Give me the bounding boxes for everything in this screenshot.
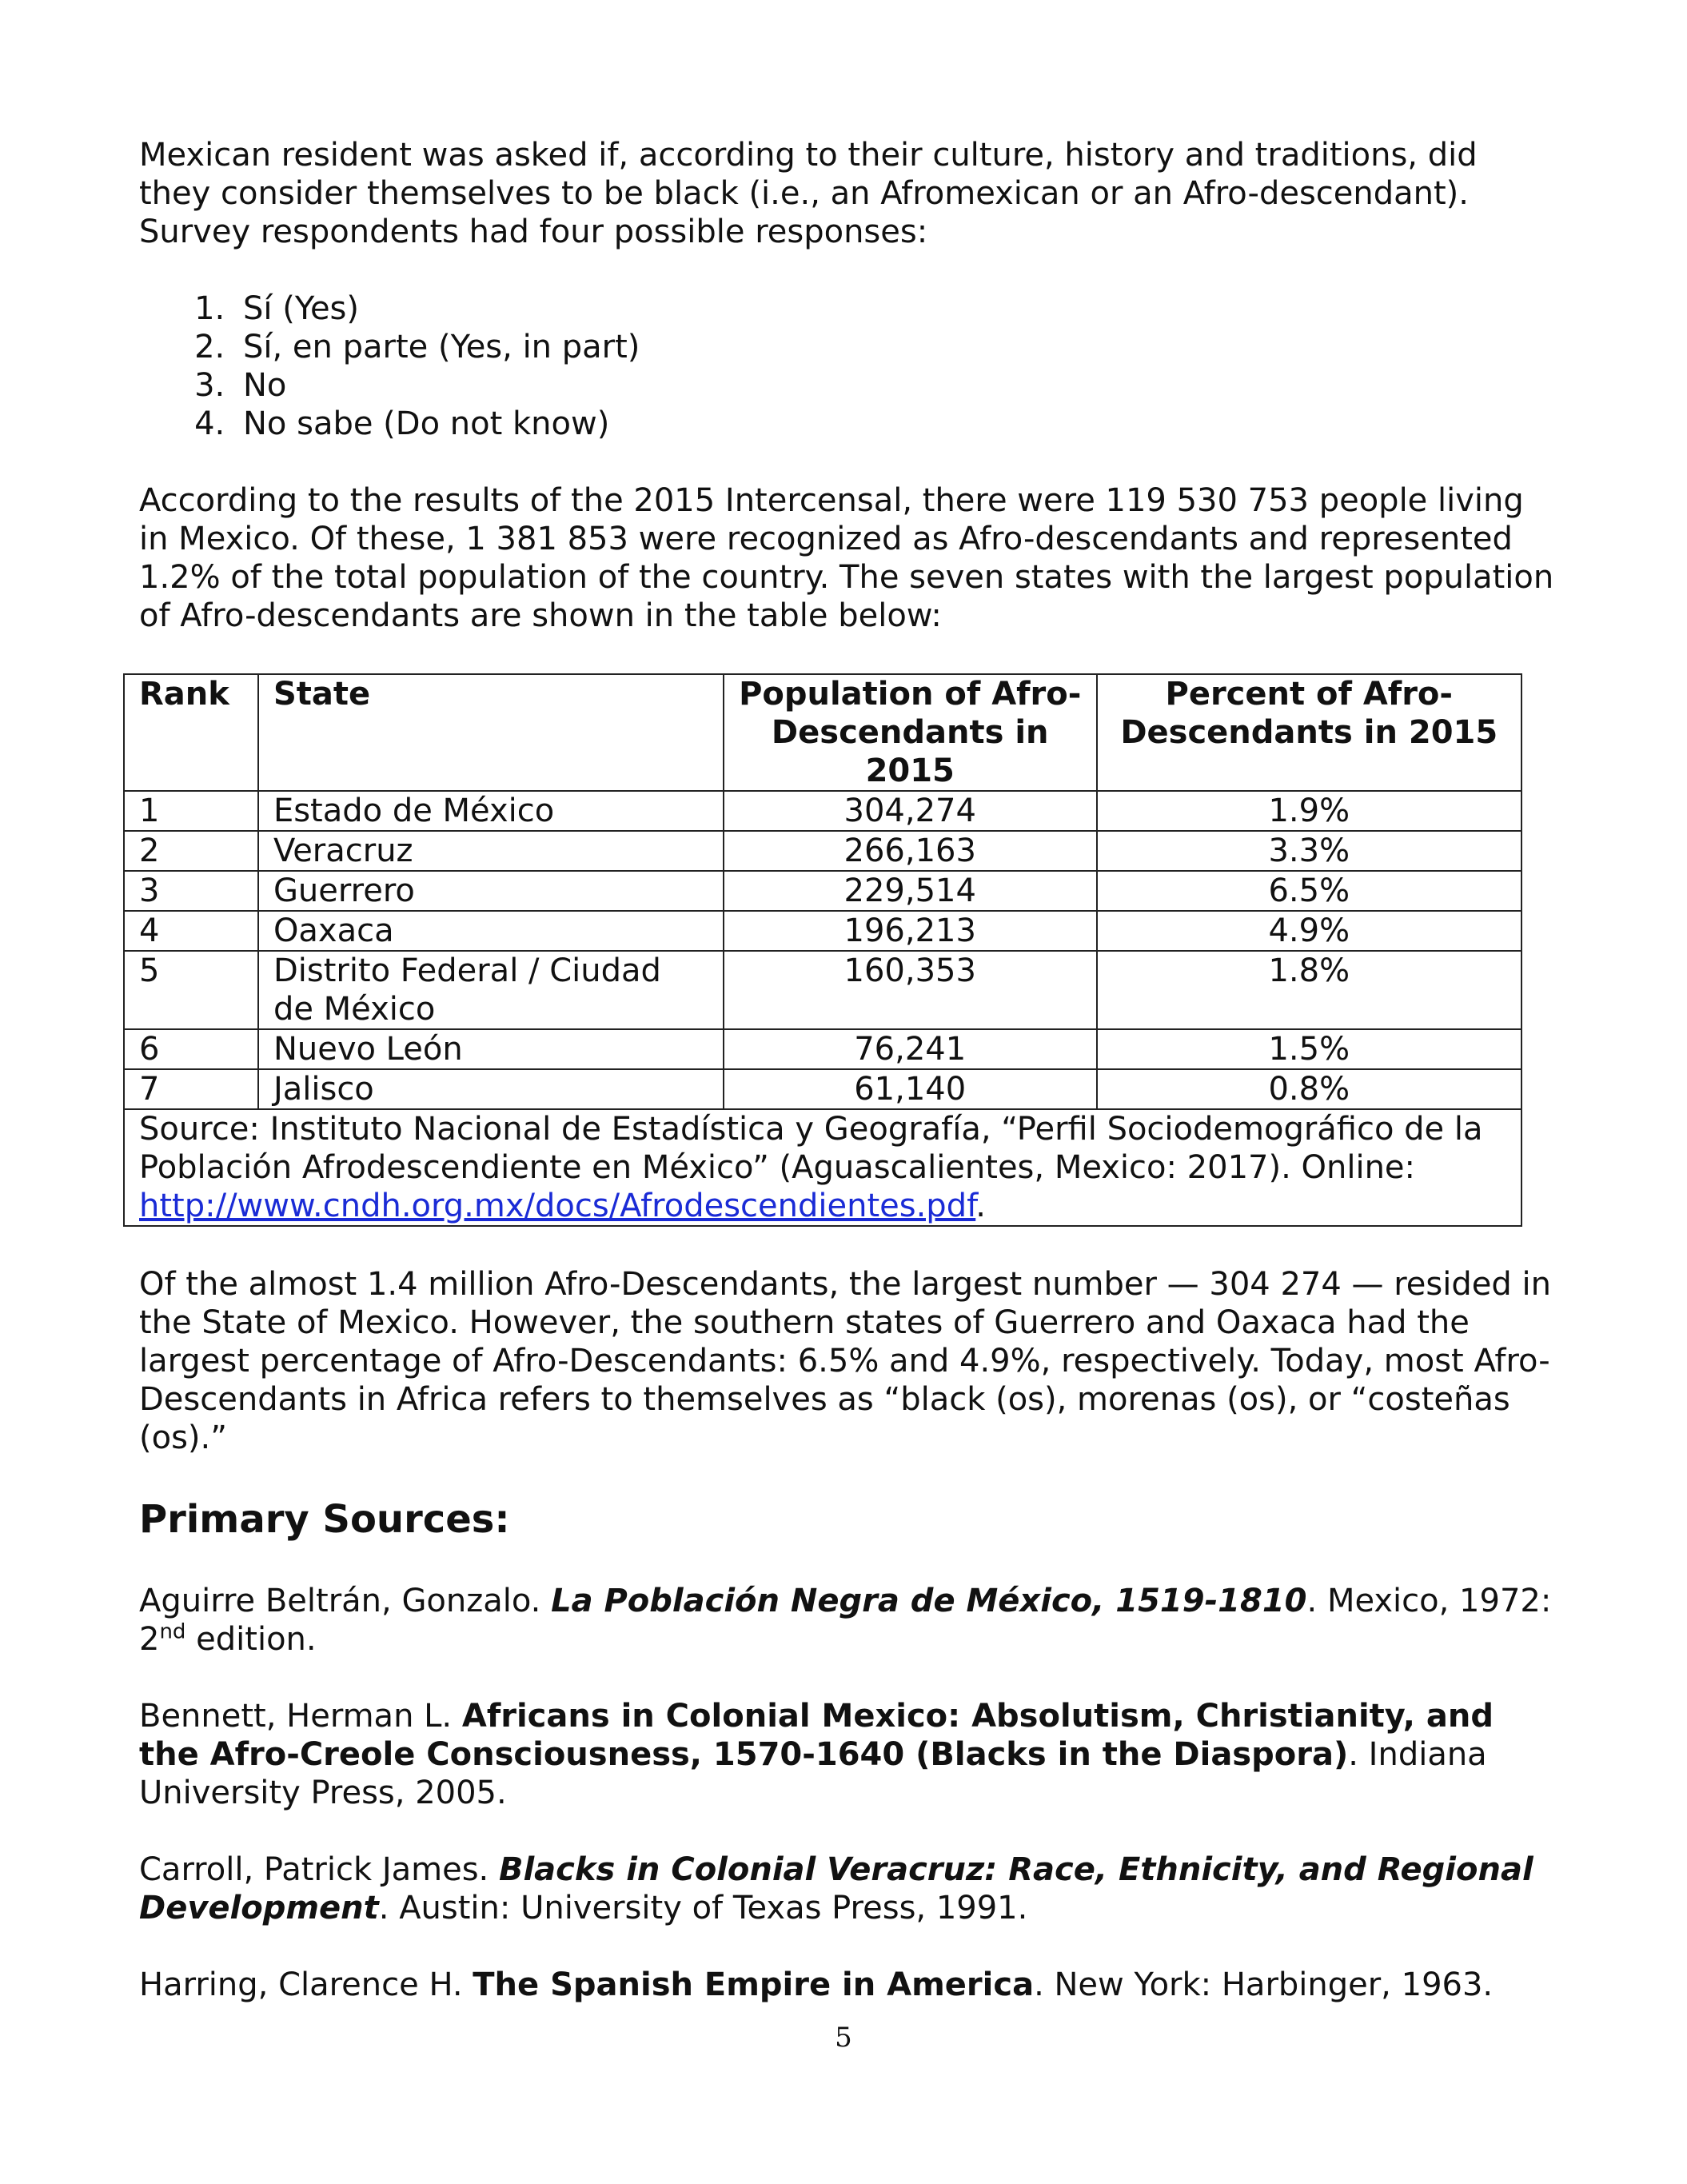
state-cell: Veracruz [258, 831, 724, 871]
ref-author: Carroll, Patrick James. [139, 1851, 499, 1888]
state-cell: Nuevo León [258, 1029, 724, 1069]
percent-cell: 6.5% [1097, 871, 1521, 911]
ref-author: Bennett, Herman L. [139, 1698, 462, 1735]
table-row [124, 951, 1521, 1029]
page-content [139, 136, 1554, 2042]
ref-rest: edition. [185, 1621, 317, 1658]
population-cell: 229,514 [724, 871, 1097, 911]
ref-author: Harring, Clarence H. [139, 1966, 473, 2003]
ref-rest: . Austin: University of Texas Press, 1991. [378, 1890, 1028, 1926]
percent-cell: 3.3% [1097, 831, 1521, 871]
table-row [124, 1029, 1521, 1069]
reference-carroll [139, 1851, 1554, 1927]
reference-bennett [139, 1697, 1554, 1812]
rank-cell: 6 [124, 1029, 258, 1069]
response-option: 2. Sí, en parte (Yes, in part) [235, 328, 1554, 366]
state-cell: Distrito Federal / Ciudad de México [258, 951, 724, 1029]
population-cell: 160,353 [724, 951, 1097, 1029]
table-row [124, 791, 1521, 831]
state-cell: Guerrero [258, 871, 724, 911]
percent-cell: 1.8% [1097, 951, 1521, 1029]
header-population: Population of Afro-Descendants in 2015 [724, 674, 1097, 791]
table-source-row [124, 1109, 1521, 1226]
source-citation: Source: Instituto Nacional de Estadística y Geografía, “Perfil Sociodemográfico de la Población Afrodescendiente en México” (Aguascalientes, Mexico: 2017). Online: [139, 1111, 1483, 1186]
source-url-link[interactable]: http://www.cndh.org.mx/docs/Afrodescendientes.pdf [139, 1188, 976, 1224]
ref-rest: . Indiana University Press, 2005. [139, 1736, 1487, 1811]
response-options-list [139, 289, 1554, 443]
table-row [124, 1069, 1521, 1109]
rank-cell: 7 [124, 1069, 258, 1109]
state-cell: Oaxaca [258, 911, 724, 951]
table-header-row [124, 674, 1521, 791]
reference-harring [139, 1966, 1554, 2004]
reference-aguirre [139, 1582, 1554, 1659]
ref-rest: . New York: Harbinger, 1963. [1034, 1966, 1494, 2003]
response-option: 3. No [235, 366, 1554, 405]
header-state: State [258, 674, 724, 791]
population-cell: 266,163 [724, 831, 1097, 871]
percent-cell: 0.8% [1097, 1069, 1521, 1109]
table-source-cell [124, 1109, 1521, 1226]
page-number: 5 [835, 2022, 852, 2054]
population-cell: 61,140 [724, 1069, 1097, 1109]
header-percent: Percent of Afro-Descendants in 2015 [1097, 674, 1521, 791]
percent-cell: 4.9% [1097, 911, 1521, 951]
source-end-punctuation: . [975, 1188, 986, 1224]
rank-cell: 4 [124, 911, 258, 951]
population-cell: 196,213 [724, 911, 1097, 951]
state-cell: Estado de México [258, 791, 724, 831]
ref-ordinal-suffix: nd [159, 1619, 186, 1644]
rank-cell: 2 [124, 831, 258, 871]
afro-descendants-table [123, 673, 1522, 1227]
summary-paragraph: Of the almost 1.4 million Afro-Descendants, the largest number — 304 274 — resided in the State of Mexico. However, the southern states of Guerrero and Oaxaca had the largest percentage of Afro-Descendants: 6.5% and 4.9%, respectively. Today, most Afro-Descendants in Africa refers to themselves as “black (os), morenas (os), or “costeñas (os).” [139, 1266, 1551, 1456]
table-row [124, 871, 1521, 911]
percent-cell: 1.5% [1097, 1029, 1521, 1069]
response-option: 1. Sí (Yes) [235, 289, 1554, 328]
table-row [124, 911, 1521, 951]
ref-title: The Spanish Empire in America [473, 1966, 1035, 2003]
results-paragraph: According to the results of the 2015 Intercensal, there were 119 530 753 people living in Mexico. Of these, 1 381 853 were recognized as Afro-descendants and represented 1.2% of the total population of the country. The seven states with the largest population of Afro-descendants are shown in the table below: [139, 482, 1554, 634]
table-row [124, 831, 1521, 871]
ref-title: Africans in Colonial Mexico: Absolutism, Christianity, and the Afro-Creole Consciousness, 1570-1640 (Blacks in the Diaspora) [139, 1698, 1494, 1773]
response-option: 4. No sabe (Do not know) [235, 405, 1554, 443]
ref-author: Aguirre Beltrán, Gonzalo. [139, 1583, 552, 1619]
state-cell: Jalisco [258, 1069, 724, 1109]
rank-cell: 5 [124, 951, 258, 1029]
rank-cell: 3 [124, 871, 258, 911]
ref-title: La Población Negra de México, 1519-1810 [551, 1583, 1307, 1619]
rank-cell: 1 [124, 791, 258, 831]
primary-sources-heading: Primary Sources: [139, 1497, 510, 1542]
header-rank: Rank [124, 674, 258, 791]
ref-after-title: . Mexico, 1972: 2 [139, 1583, 1552, 1658]
population-cell: 76,241 [724, 1029, 1097, 1069]
population-cell: 304,274 [724, 791, 1097, 831]
intro-paragraph: Mexican resident was asked if, according to their culture, history and traditions, did they consider themselves to be black (i.e., an Afromexican or an Afro-descendant). Survey respondents had four possible responses: [139, 137, 1478, 250]
percent-cell: 1.9% [1097, 791, 1521, 831]
ref-title: Blacks in Colonial Veracruz: Race, Ethnicity, and Regional Development [139, 1851, 1533, 1926]
